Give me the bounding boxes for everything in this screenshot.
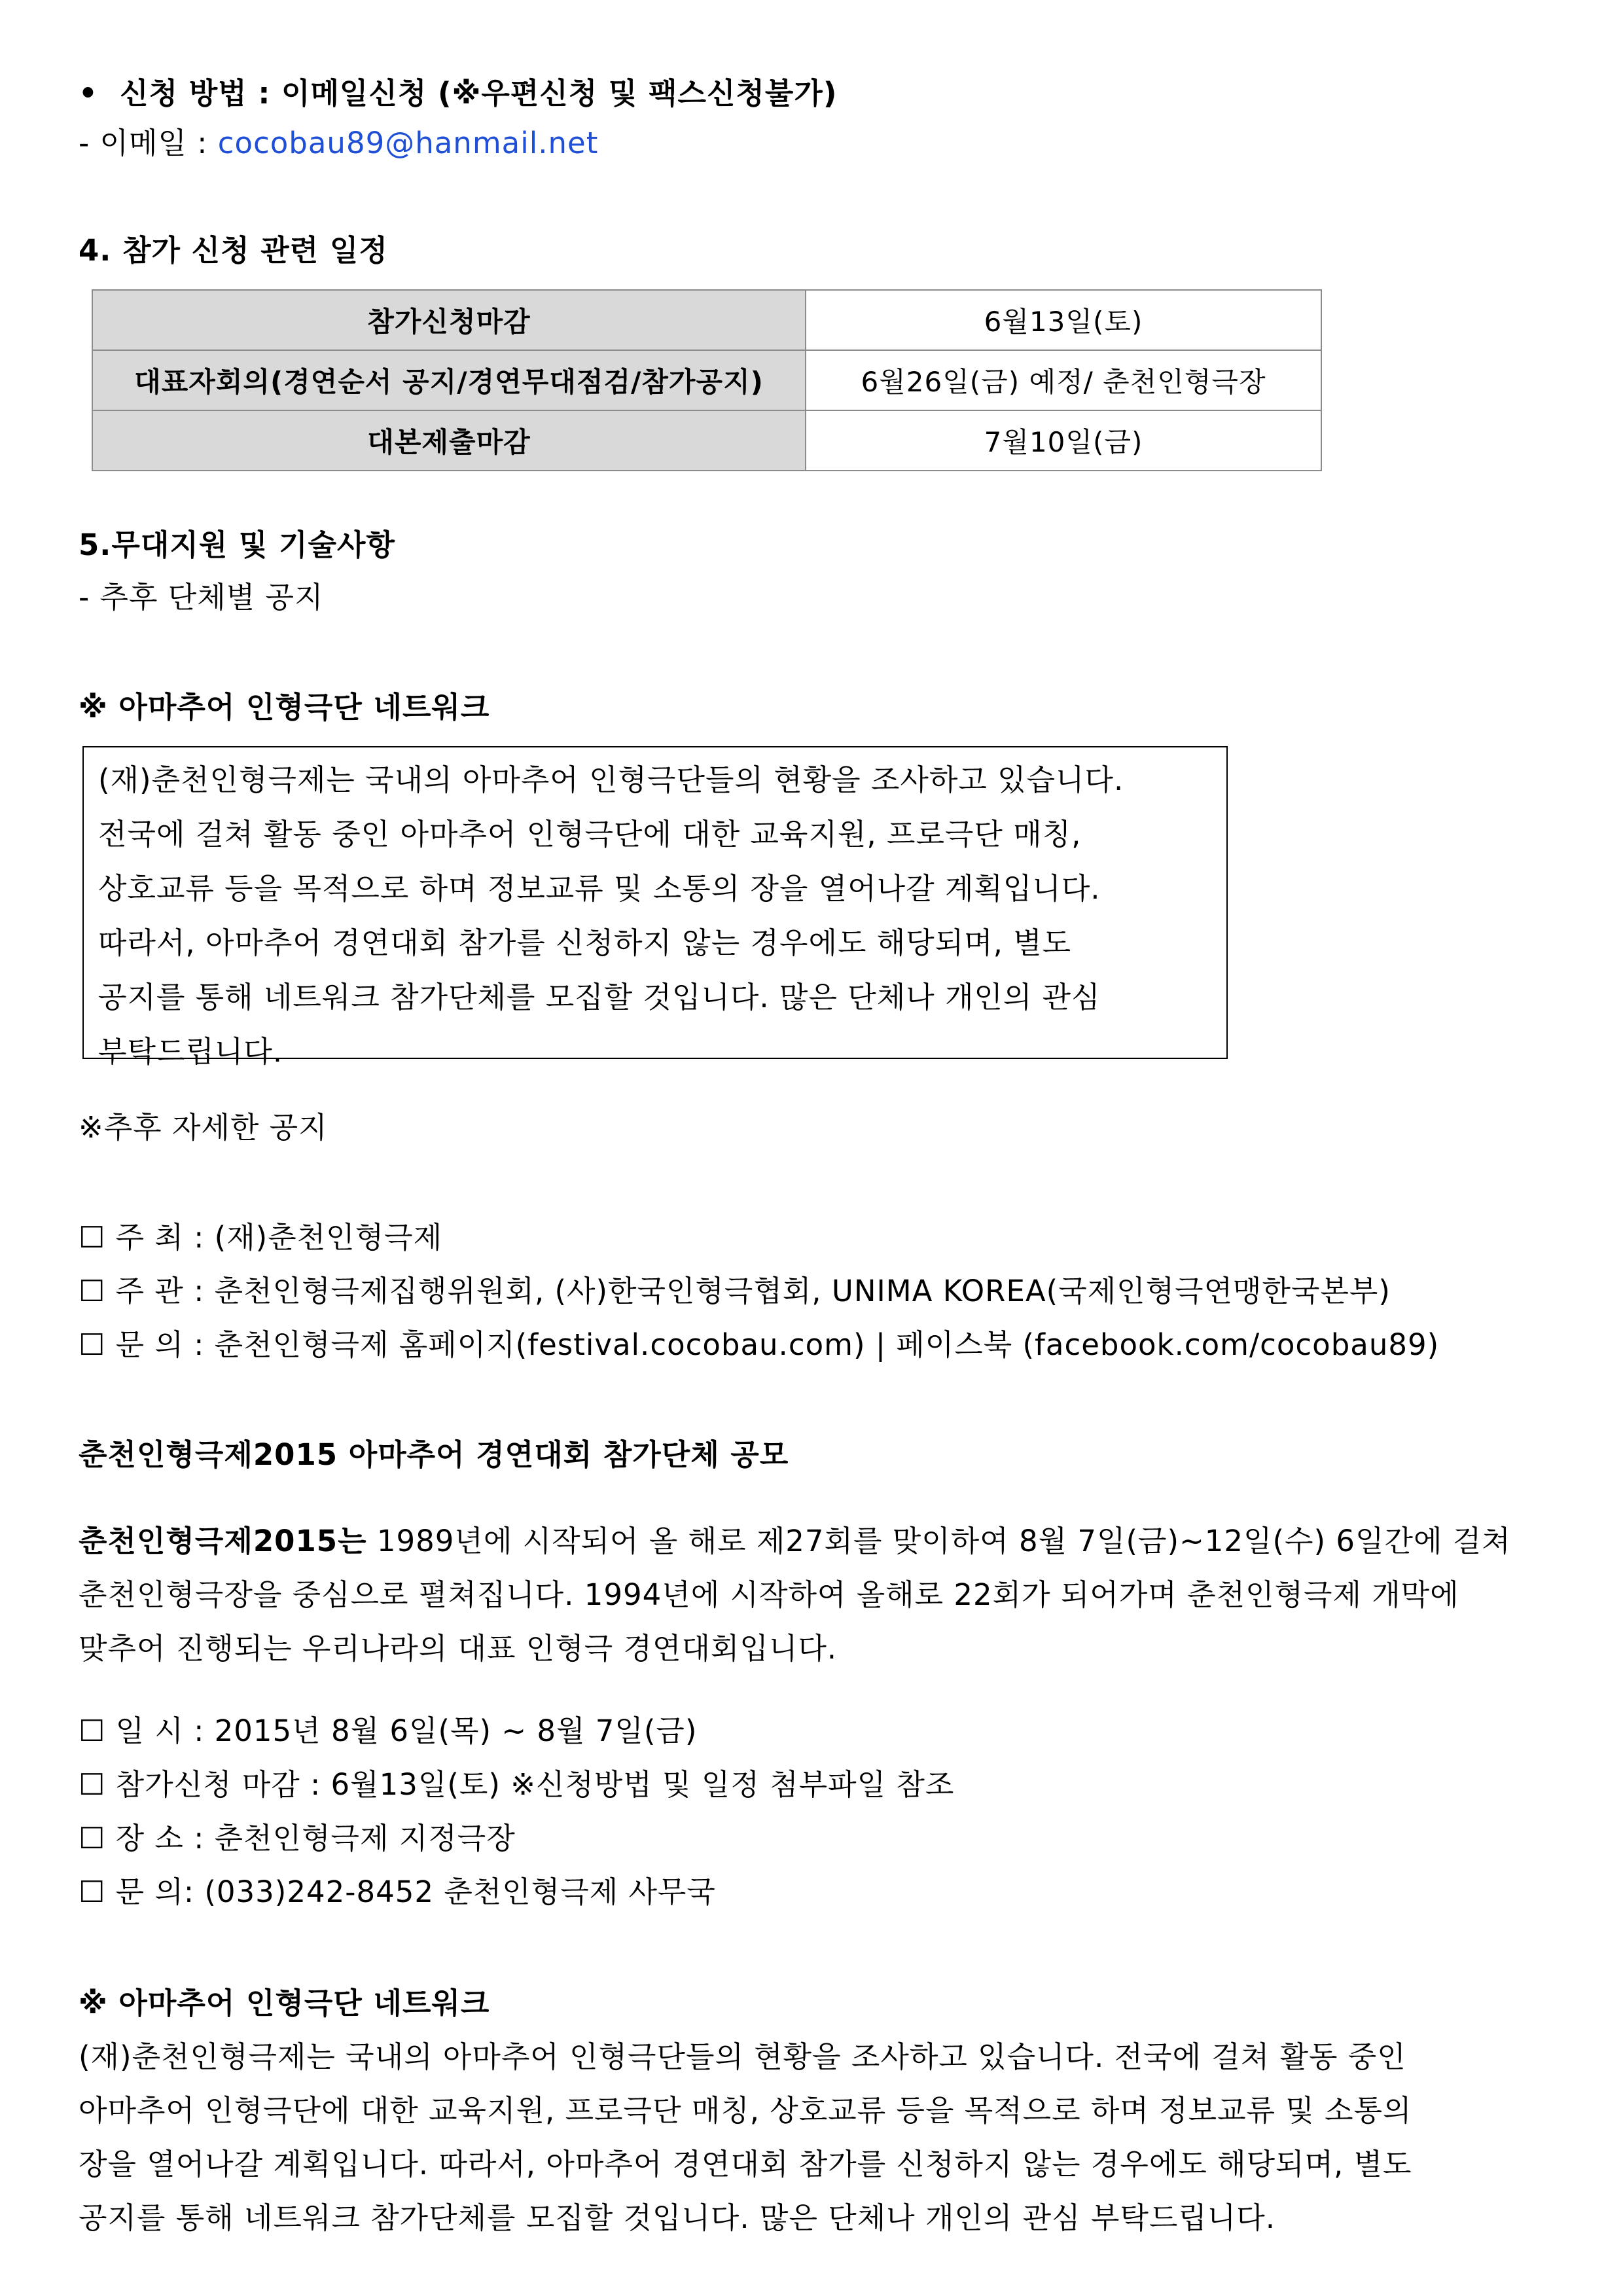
- network1-line: 상호교류 등을 목적으로 하며 정보교류 및 소통의 장을 열어나갈 계획입니다.: [98, 871, 1101, 906]
- schedule-label: 대표자회의(경연순서 공지/경연무대점검/참가공지): [92, 350, 806, 410]
- network2-title: ※ 아마추어 인형극단 네트워크: [79, 1986, 490, 2020]
- announce-line: 춘천인형극장을 중심으로 펼쳐집니다. 1994년에 시작하여 올해로 22회가 되어가며 춘천인형극제 개막에: [79, 1577, 1459, 1612]
- schedule-value: 6월13일(토): [806, 290, 1321, 350]
- table-row: [92, 290, 1321, 350]
- network1-title: ※ 아마추어 인형극단 네트워크: [79, 690, 490, 725]
- network2-line: 공지를 통해 네트워크 참가단체를 모집할 것입니다. 많은 단체나 개인의 관심 부탁드립니다.: [79, 2200, 1276, 2235]
- network2-line: (재)춘천인형극제는 국내의 아마추어 인형극단들의 현황을 조사하고 있습니다. 전국에 걸쳐 활동 중인: [79, 2039, 1406, 2074]
- table-row: [92, 410, 1321, 471]
- schedule-value: 7월10일(금): [806, 410, 1321, 471]
- detail-venue: ☐ 장 소 : 춘천인형극제 지정극장: [79, 1821, 516, 1856]
- info-host: ☐ 주 최 : (재)춘천인형극제: [79, 1220, 443, 1255]
- schedule-label: 참가신청마감: [92, 290, 806, 350]
- network1-line: 부탁드립니다.: [98, 1034, 283, 1069]
- info-contact: ☐ 문 의 : 춘천인형극제 홈페이지(festival.cocobau.com) | 페이스북 (facebook.com/cocobau89): [79, 1327, 1440, 1362]
- announce-line: [79, 1526, 1511, 1556]
- network2-line: 아마추어 인형극단에 대한 교육지원, 프로극단 매칭, 상호교류 등을 목적으로 하며 정보교류 및 소통의: [79, 2093, 1412, 2128]
- announce-lead: 춘천인형극제2015는: [79, 1524, 367, 1558]
- announce-line: 맞추어 진행되는 우리나라의 대표 인형극 경연대회입니다.: [79, 1631, 838, 1666]
- schedule-table: [92, 289, 1322, 471]
- network1-line: 공지를 통해 네트워크 참가단체를 모집할 것입니다. 많은 단체나 개인의 관심: [98, 980, 1101, 1014]
- later-notice: ※추후 자세한 공지: [79, 1110, 328, 1145]
- detail-contact: ☐ 문 의: (033)242-8452 춘천인형극제 사무국: [79, 1874, 716, 1909]
- announce-text: 1989년에 시작되어 올 해로 제27회를 맞이하여 8월 7일(금)~12일(수) 6일간에 걸쳐: [366, 1524, 1511, 1558]
- network1-line: 전국에 걸쳐 활동 중인 아마추어 인형극단에 대한 교육지원, 프로극단 매칭,: [98, 817, 1082, 852]
- info-organizer: ☐ 주 관 : 춘천인형극제집행위원회, (사)한국인형극협회, UNIMA KOREA(국제인형극연맹한국본부): [79, 1274, 1391, 1308]
- network2-line: 장을 열어나갈 계획입니다. 따라서, 아마추어 경연대회 참가를 신청하지 않는 경우에도 해당되며, 별도: [79, 2147, 1412, 2181]
- section5-line: - 추후 단체별 공지: [79, 580, 324, 615]
- schedule-label: 대본제출마감: [92, 410, 806, 471]
- network1-box: [82, 746, 1228, 1069]
- detail-deadline: ☐ 참가신청 마감 : 6월13일(토) ※신청방법 및 일정 첨부파일 참조: [79, 1767, 955, 1802]
- detail-date: ☐ 일 시 : 2015년 8월 6일(목) ~ 8월 7일(금): [79, 1713, 698, 1748]
- email-link[interactable]: cocobau89@hanmail.net: [217, 126, 599, 160]
- announce-title: 춘천인형극제2015 아마추어 경연대회 참가단체 공모: [79, 1437, 789, 1472]
- table-row: [92, 350, 1321, 410]
- schedule-value: 6월26일(금) 예정/ 춘천인형극장: [806, 350, 1321, 410]
- network1-line: (재)춘천인형극제는 국내의 아마추어 인형극단들의 현황을 조사하고 있습니다.: [98, 762, 1124, 797]
- email-line: [79, 128, 598, 158]
- apply-method-text: 신청 방법 : 이메일신청 (※우편신청 및 팩스신청불가): [120, 76, 838, 111]
- apply-method-line: [79, 76, 838, 111]
- section5-title: 5.무대지원 및 기술사항: [79, 528, 395, 562]
- bullet: •: [79, 76, 98, 111]
- section4-title: 4. 참가 신청 관련 일정: [79, 233, 388, 268]
- email-label: - 이메일 :: [79, 126, 218, 160]
- network1-line: 따라서, 아마추어 경연대회 참가를 신청하지 않는 경우에도 해당되며, 별도: [98, 925, 1072, 960]
